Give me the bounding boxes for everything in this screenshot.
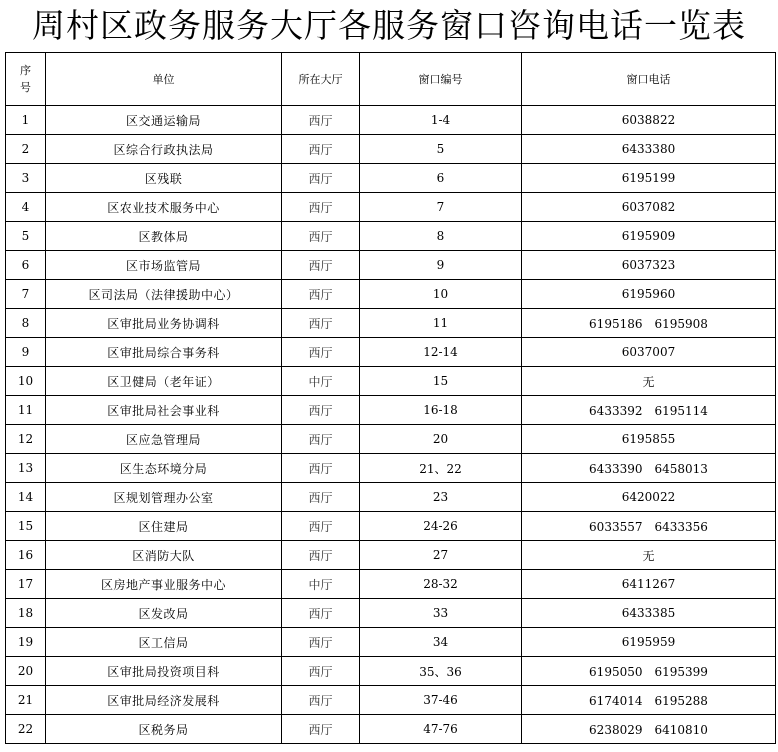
row-hall: 中厅 — [282, 570, 360, 599]
row-unit: 区住建局 — [46, 512, 282, 541]
row-window-no: 9 — [360, 251, 522, 280]
row-unit: 区卫健局（老年证） — [46, 367, 282, 396]
row-index: 8 — [6, 309, 46, 338]
row-hall: 西厅 — [282, 715, 360, 744]
row-unit: 区审批局社会事业科 — [46, 396, 282, 425]
row-window-tel: 6433392 6195114 — [522, 396, 776, 425]
table-header-row — [6, 53, 776, 106]
row-hall: 西厅 — [282, 657, 360, 686]
row-unit: 区应急管理局 — [46, 425, 282, 454]
row-unit: 区综合行政执法局 — [46, 135, 282, 164]
row-window-no: 7 — [360, 193, 522, 222]
row-unit: 区审批局投资项目科 — [46, 657, 282, 686]
row-window-tel: 6433385 — [522, 599, 776, 628]
row-index: 11 — [6, 396, 46, 425]
header-unit: 单位 — [46, 53, 282, 106]
row-window-no: 27 — [360, 541, 522, 570]
table-row — [6, 164, 776, 193]
table-row — [6, 570, 776, 599]
row-hall: 西厅 — [282, 686, 360, 715]
row-hall: 西厅 — [282, 251, 360, 280]
row-index: 15 — [6, 512, 46, 541]
row-unit: 区审批局经济发展科 — [46, 686, 282, 715]
row-unit: 区发改局 — [46, 599, 282, 628]
row-hall: 西厅 — [282, 135, 360, 164]
row-window-no: 33 — [360, 599, 522, 628]
row-hall: 西厅 — [282, 541, 360, 570]
row-window-no: 23 — [360, 483, 522, 512]
row-unit: 区农业技术服务中心 — [46, 193, 282, 222]
table-row — [6, 106, 776, 135]
row-window-tel: 6238029 6410810 — [522, 715, 776, 744]
row-window-tel: 6195909 — [522, 222, 776, 251]
row-window-no: 5 — [360, 135, 522, 164]
row-hall: 西厅 — [282, 193, 360, 222]
row-window-no: 8 — [360, 222, 522, 251]
header-window-tel: 窗口电话 — [522, 53, 776, 106]
row-unit: 区税务局 — [46, 715, 282, 744]
row-window-no: 6 — [360, 164, 522, 193]
row-hall: 西厅 — [282, 599, 360, 628]
row-hall: 中厅 — [282, 367, 360, 396]
table-row — [6, 483, 776, 512]
row-window-no: 34 — [360, 628, 522, 657]
table-row — [6, 135, 776, 164]
row-index: 20 — [6, 657, 46, 686]
row-hall: 西厅 — [282, 454, 360, 483]
row-hall: 西厅 — [282, 164, 360, 193]
row-window-no: 47-76 — [360, 715, 522, 744]
phone-directory-table — [5, 52, 776, 744]
row-window-tel: 6038822 — [522, 106, 776, 135]
table-row — [6, 541, 776, 570]
header-window-no: 窗口编号 — [360, 53, 522, 106]
row-window-tel: 6420022 — [522, 483, 776, 512]
row-window-no: 37-46 — [360, 686, 522, 715]
table-row — [6, 338, 776, 367]
row-unit: 区交通运输局 — [46, 106, 282, 135]
row-hall: 西厅 — [282, 425, 360, 454]
row-window-tel: 无 — [522, 541, 776, 570]
table-row — [6, 686, 776, 715]
row-index: 4 — [6, 193, 46, 222]
row-index: 22 — [6, 715, 46, 744]
row-index: 3 — [6, 164, 46, 193]
table-body — [6, 106, 776, 744]
header-index — [6, 53, 46, 106]
row-index: 2 — [6, 135, 46, 164]
table-row — [6, 454, 776, 483]
table-row — [6, 280, 776, 309]
row-unit: 区残联 — [46, 164, 282, 193]
row-window-no: 28-32 — [360, 570, 522, 599]
row-hall: 西厅 — [282, 222, 360, 251]
row-window-no: 21、22 — [360, 454, 522, 483]
row-hall: 西厅 — [282, 628, 360, 657]
table-row — [6, 193, 776, 222]
row-window-tel: 6195959 — [522, 628, 776, 657]
header-index-line1: 序 — [20, 64, 31, 77]
row-index: 9 — [6, 338, 46, 367]
table-row — [6, 222, 776, 251]
row-window-tel: 6195186 6195908 — [522, 309, 776, 338]
row-index: 1 — [6, 106, 46, 135]
row-unit: 区市场监管局 — [46, 251, 282, 280]
page-title: 周村区政务服务大厅各服务窗口咨询电话一览表 — [32, 6, 746, 45]
row-window-tel: 6433390 6458013 — [522, 454, 776, 483]
row-hall: 西厅 — [282, 280, 360, 309]
row-index: 5 — [6, 222, 46, 251]
table-row — [6, 715, 776, 744]
table-row — [6, 251, 776, 280]
row-window-tel: 6037323 — [522, 251, 776, 280]
row-window-no: 20 — [360, 425, 522, 454]
row-unit: 区工信局 — [46, 628, 282, 657]
row-window-tel: 6411267 — [522, 570, 776, 599]
row-window-tel: 6433380 — [522, 135, 776, 164]
table-row — [6, 599, 776, 628]
row-unit: 区教体局 — [46, 222, 282, 251]
row-index: 6 — [6, 251, 46, 280]
row-window-no: 24-26 — [360, 512, 522, 541]
row-window-tel: 6037082 — [522, 193, 776, 222]
table-row — [6, 657, 776, 686]
table-row — [6, 367, 776, 396]
row-index: 12 — [6, 425, 46, 454]
row-index: 10 — [6, 367, 46, 396]
row-window-tel: 6195050 6195399 — [522, 657, 776, 686]
row-window-no: 15 — [360, 367, 522, 396]
row-window-no: 12-14 — [360, 338, 522, 367]
row-window-tel: 6033557 6433356 — [522, 512, 776, 541]
table-row — [6, 425, 776, 454]
row-hall: 西厅 — [282, 396, 360, 425]
row-window-tel: 6195855 — [522, 425, 776, 454]
row-index: 14 — [6, 483, 46, 512]
table-row — [6, 396, 776, 425]
row-unit: 区审批局业务协调科 — [46, 309, 282, 338]
row-unit: 区生态环境分局 — [46, 454, 282, 483]
row-index: 19 — [6, 628, 46, 657]
table-row — [6, 512, 776, 541]
row-hall: 西厅 — [282, 338, 360, 367]
row-window-no: 35、36 — [360, 657, 522, 686]
row-window-no: 10 — [360, 280, 522, 309]
header-index-line2: 号 — [20, 81, 31, 94]
row-index: 21 — [6, 686, 46, 715]
row-window-tel: 6195960 — [522, 280, 776, 309]
row-window-tel: 6037007 — [522, 338, 776, 367]
row-index: 13 — [6, 454, 46, 483]
row-unit: 区审批局综合事务科 — [46, 338, 282, 367]
row-window-no: 11 — [360, 309, 522, 338]
row-index: 7 — [6, 280, 46, 309]
row-unit: 区司法局（法律援助中心） — [46, 280, 282, 309]
row-hall: 西厅 — [282, 483, 360, 512]
header-hall: 所在大厅 — [282, 53, 360, 106]
row-window-no: 1-4 — [360, 106, 522, 135]
row-index: 18 — [6, 599, 46, 628]
row-unit: 区消防大队 — [46, 541, 282, 570]
row-window-no: 16-18 — [360, 396, 522, 425]
row-hall: 西厅 — [282, 106, 360, 135]
row-hall: 西厅 — [282, 309, 360, 338]
row-window-tel: 6174014 6195288 — [522, 686, 776, 715]
row-window-tel: 6195199 — [522, 164, 776, 193]
table-row — [6, 309, 776, 338]
row-unit: 区房地产事业服务中心 — [46, 570, 282, 599]
table-row — [6, 628, 776, 657]
row-index: 17 — [6, 570, 46, 599]
row-unit: 区规划管理办公室 — [46, 483, 282, 512]
row-window-tel: 无 — [522, 367, 776, 396]
row-index: 16 — [6, 541, 46, 570]
row-hall: 西厅 — [282, 512, 360, 541]
